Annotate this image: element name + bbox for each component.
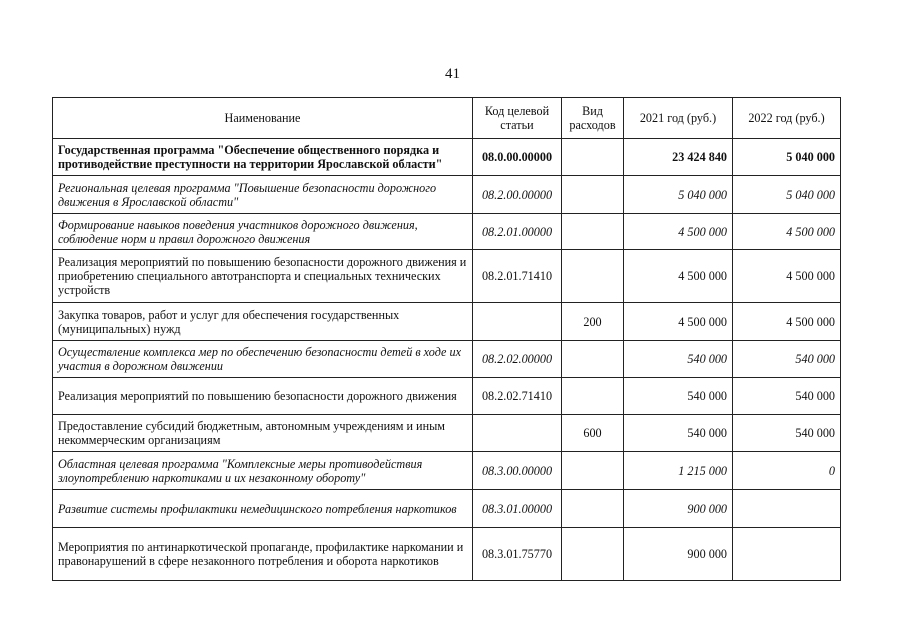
row-2022-value-cell: 5 040 000 — [733, 176, 841, 214]
column-header-name: Наименование — [53, 98, 473, 139]
column-header-2022: 2022 год (руб.) — [733, 98, 841, 139]
row-2022-value-cell: 540 000 — [733, 341, 841, 378]
table-row — [53, 176, 841, 214]
row-name-cell: Региональная целевая программа "Повышение безопасности дорожного движения в Ярославской области" — [53, 176, 473, 214]
table-row — [53, 378, 841, 415]
row-2022-value-cell: 540 000 — [733, 415, 841, 452]
row-2021-value-cell: 540 000 — [624, 415, 733, 452]
table-row — [53, 490, 841, 528]
row-2021-value-cell: 1 215 000 — [624, 452, 733, 490]
row-2021-value-cell: 4 500 000 — [624, 250, 733, 303]
row-2022-value-cell: 5 040 000 — [733, 139, 841, 176]
row-expense-type-cell — [562, 528, 624, 581]
row-2021-value-cell: 900 000 — [624, 528, 733, 581]
row-2021-value-cell: 4 500 000 — [624, 214, 733, 250]
table-row — [53, 250, 841, 303]
row-2021-value-cell: 4 500 000 — [624, 303, 733, 341]
row-2022-value-cell: 4 500 000 — [733, 250, 841, 303]
row-code-cell — [473, 303, 562, 341]
row-expense-type-cell — [562, 378, 624, 415]
table-row — [53, 139, 841, 176]
row-2022-value-cell — [733, 490, 841, 528]
row-2022-value-cell: 4 500 000 — [733, 214, 841, 250]
row-name-cell: Государственная программа "Обеспечение общественного порядка и противодействие преступности на территории Ярославской области" — [53, 139, 473, 176]
row-2021-value-cell: 5 040 000 — [624, 176, 733, 214]
row-2021-value-cell: 900 000 — [624, 490, 733, 528]
row-2021-value-cell: 540 000 — [624, 378, 733, 415]
row-2021-value-cell: 540 000 — [624, 341, 733, 378]
row-expense-type-cell: 600 — [562, 415, 624, 452]
row-2021-value-cell: 23 424 840 — [624, 139, 733, 176]
row-expense-type-cell — [562, 176, 624, 214]
row-expense-type-cell — [562, 139, 624, 176]
page-number: 41 — [445, 66, 460, 82]
row-code-cell: 08.0.00.00000 — [473, 139, 562, 176]
row-2022-value-cell: 4 500 000 — [733, 303, 841, 341]
row-expense-type-cell — [562, 250, 624, 303]
row-code-cell: 08.3.01.00000 — [473, 490, 562, 528]
table-row — [53, 452, 841, 490]
row-code-cell: 08.2.00.00000 — [473, 176, 562, 214]
row-name-cell: Осуществление комплекса мер по обеспечению безопасности детей в ходе их участия в дорожном движении — [53, 341, 473, 378]
row-code-cell: 08.2.01.71410 — [473, 250, 562, 303]
column-header-code: Код целевой статьи — [473, 98, 562, 139]
column-header-expense-type: Вид расходов — [562, 98, 624, 139]
row-name-cell: Областная целевая программа "Комплексные меры противодействия злоупотреблению наркотиками и их незаконному обороту" — [53, 452, 473, 490]
table-body — [53, 139, 841, 581]
row-name-cell: Предоставление субсидий бюджетным, автономным учреждениям и иным некоммерческим организациям — [53, 415, 473, 452]
table-row — [53, 341, 841, 378]
row-code-cell: 08.2.02.00000 — [473, 341, 562, 378]
row-expense-type-cell — [562, 214, 624, 250]
row-name-cell: Развитие системы профилактики немедицинского потребления наркотиков — [53, 490, 473, 528]
column-header-2021: 2021 год (руб.) — [624, 98, 733, 139]
row-expense-type-cell: 200 — [562, 303, 624, 341]
row-2022-value-cell: 0 — [733, 452, 841, 490]
table-row — [53, 214, 841, 250]
row-name-cell: Мероприятия по антинаркотической пропаганде, профилактике наркомании и правонарушений в сфере незаконного потребления и оборота наркотиков — [53, 528, 473, 581]
budget-table — [52, 97, 841, 581]
row-name-cell: Формирование навыков поведения участников дорожного движения, соблюдение норм и правил дорожного движения — [53, 214, 473, 250]
table-row — [53, 528, 841, 581]
row-expense-type-cell — [562, 490, 624, 528]
row-expense-type-cell — [562, 452, 624, 490]
row-2022-value-cell — [733, 528, 841, 581]
row-code-cell: 08.2.01.00000 — [473, 214, 562, 250]
table-header-row — [53, 98, 841, 139]
row-code-cell: 08.3.01.75770 — [473, 528, 562, 581]
row-code-cell — [473, 415, 562, 452]
row-2022-value-cell: 540 000 — [733, 378, 841, 415]
row-expense-type-cell — [562, 341, 624, 378]
table-row — [53, 415, 841, 452]
row-code-cell: 08.3.00.00000 — [473, 452, 562, 490]
table-row — [53, 303, 841, 341]
row-name-cell: Реализация мероприятий по повышению безопасности дорожного движения — [53, 378, 473, 415]
row-code-cell: 08.2.02.71410 — [473, 378, 562, 415]
row-name-cell: Закупка товаров, работ и услуг для обеспечения государственных (муниципальных) нужд — [53, 303, 473, 341]
row-name-cell: Реализация мероприятий по повышению безопасности дорожного движения и приобретению специального автотранспорта и специальных технических устройств — [53, 250, 473, 303]
